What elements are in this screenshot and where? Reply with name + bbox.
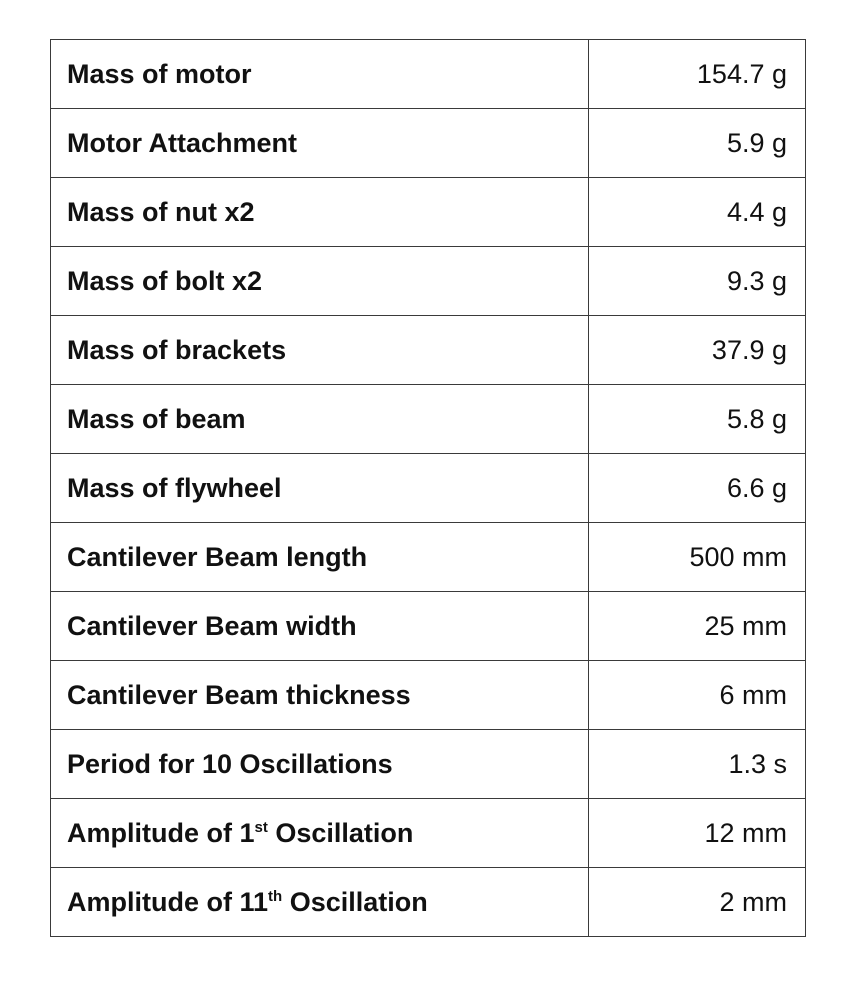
row-value: 25 mm bbox=[589, 592, 806, 661]
table-row bbox=[51, 592, 806, 661]
table-row bbox=[51, 247, 806, 316]
row-label: Period for 10 Oscillations bbox=[51, 730, 589, 799]
row-label: Cantilever Beam thickness bbox=[51, 661, 589, 730]
table-row bbox=[51, 454, 806, 523]
row-label-tail: Oscillation bbox=[282, 886, 428, 917]
row-label: Mass of beam bbox=[51, 385, 589, 454]
row-label bbox=[51, 868, 589, 937]
row-value: 6 mm bbox=[589, 661, 806, 730]
table-row bbox=[51, 661, 806, 730]
row-value: 1.3 s bbox=[589, 730, 806, 799]
table-row bbox=[51, 385, 806, 454]
table-row bbox=[51, 316, 806, 385]
row-value: 37.9 g bbox=[589, 316, 806, 385]
row-value: 4.4 g bbox=[589, 178, 806, 247]
table-row bbox=[51, 799, 806, 868]
row-label-tail: Oscillation bbox=[267, 817, 414, 848]
table-row bbox=[51, 40, 806, 109]
row-label-main: Amplitude of 1 bbox=[67, 817, 255, 848]
row-value: 9.3 g bbox=[589, 247, 806, 316]
row-value: 5.9 g bbox=[589, 109, 806, 178]
row-value: 5.8 g bbox=[589, 385, 806, 454]
row-label: Motor Attachment bbox=[51, 109, 589, 178]
row-label: Cantilever Beam length bbox=[51, 523, 589, 592]
row-label: Mass of brackets bbox=[51, 316, 589, 385]
row-label: Mass of flywheel bbox=[51, 454, 589, 523]
row-label: Mass of bolt x2 bbox=[51, 247, 589, 316]
row-label: Cantilever Beam width bbox=[51, 592, 589, 661]
table-row bbox=[51, 523, 806, 592]
measurements-table bbox=[50, 39, 806, 937]
table-row bbox=[51, 109, 806, 178]
measurements-table-body bbox=[51, 40, 806, 937]
row-value: 6.6 g bbox=[589, 454, 806, 523]
ordinal-suffix: th bbox=[268, 887, 283, 905]
row-label-main: Amplitude of 11 bbox=[67, 886, 269, 917]
table-row bbox=[51, 178, 806, 247]
row-label bbox=[51, 799, 589, 868]
table-row bbox=[51, 868, 806, 937]
row-value: 12 mm bbox=[589, 799, 806, 868]
row-value: 500 mm bbox=[589, 523, 806, 592]
row-value: 2 mm bbox=[589, 868, 806, 937]
table-row bbox=[51, 730, 806, 799]
ordinal-suffix: st bbox=[254, 818, 268, 836]
row-value: 154.7 g bbox=[589, 40, 806, 109]
row-label: Mass of nut x2 bbox=[51, 178, 589, 247]
row-label: Mass of motor bbox=[51, 40, 589, 109]
